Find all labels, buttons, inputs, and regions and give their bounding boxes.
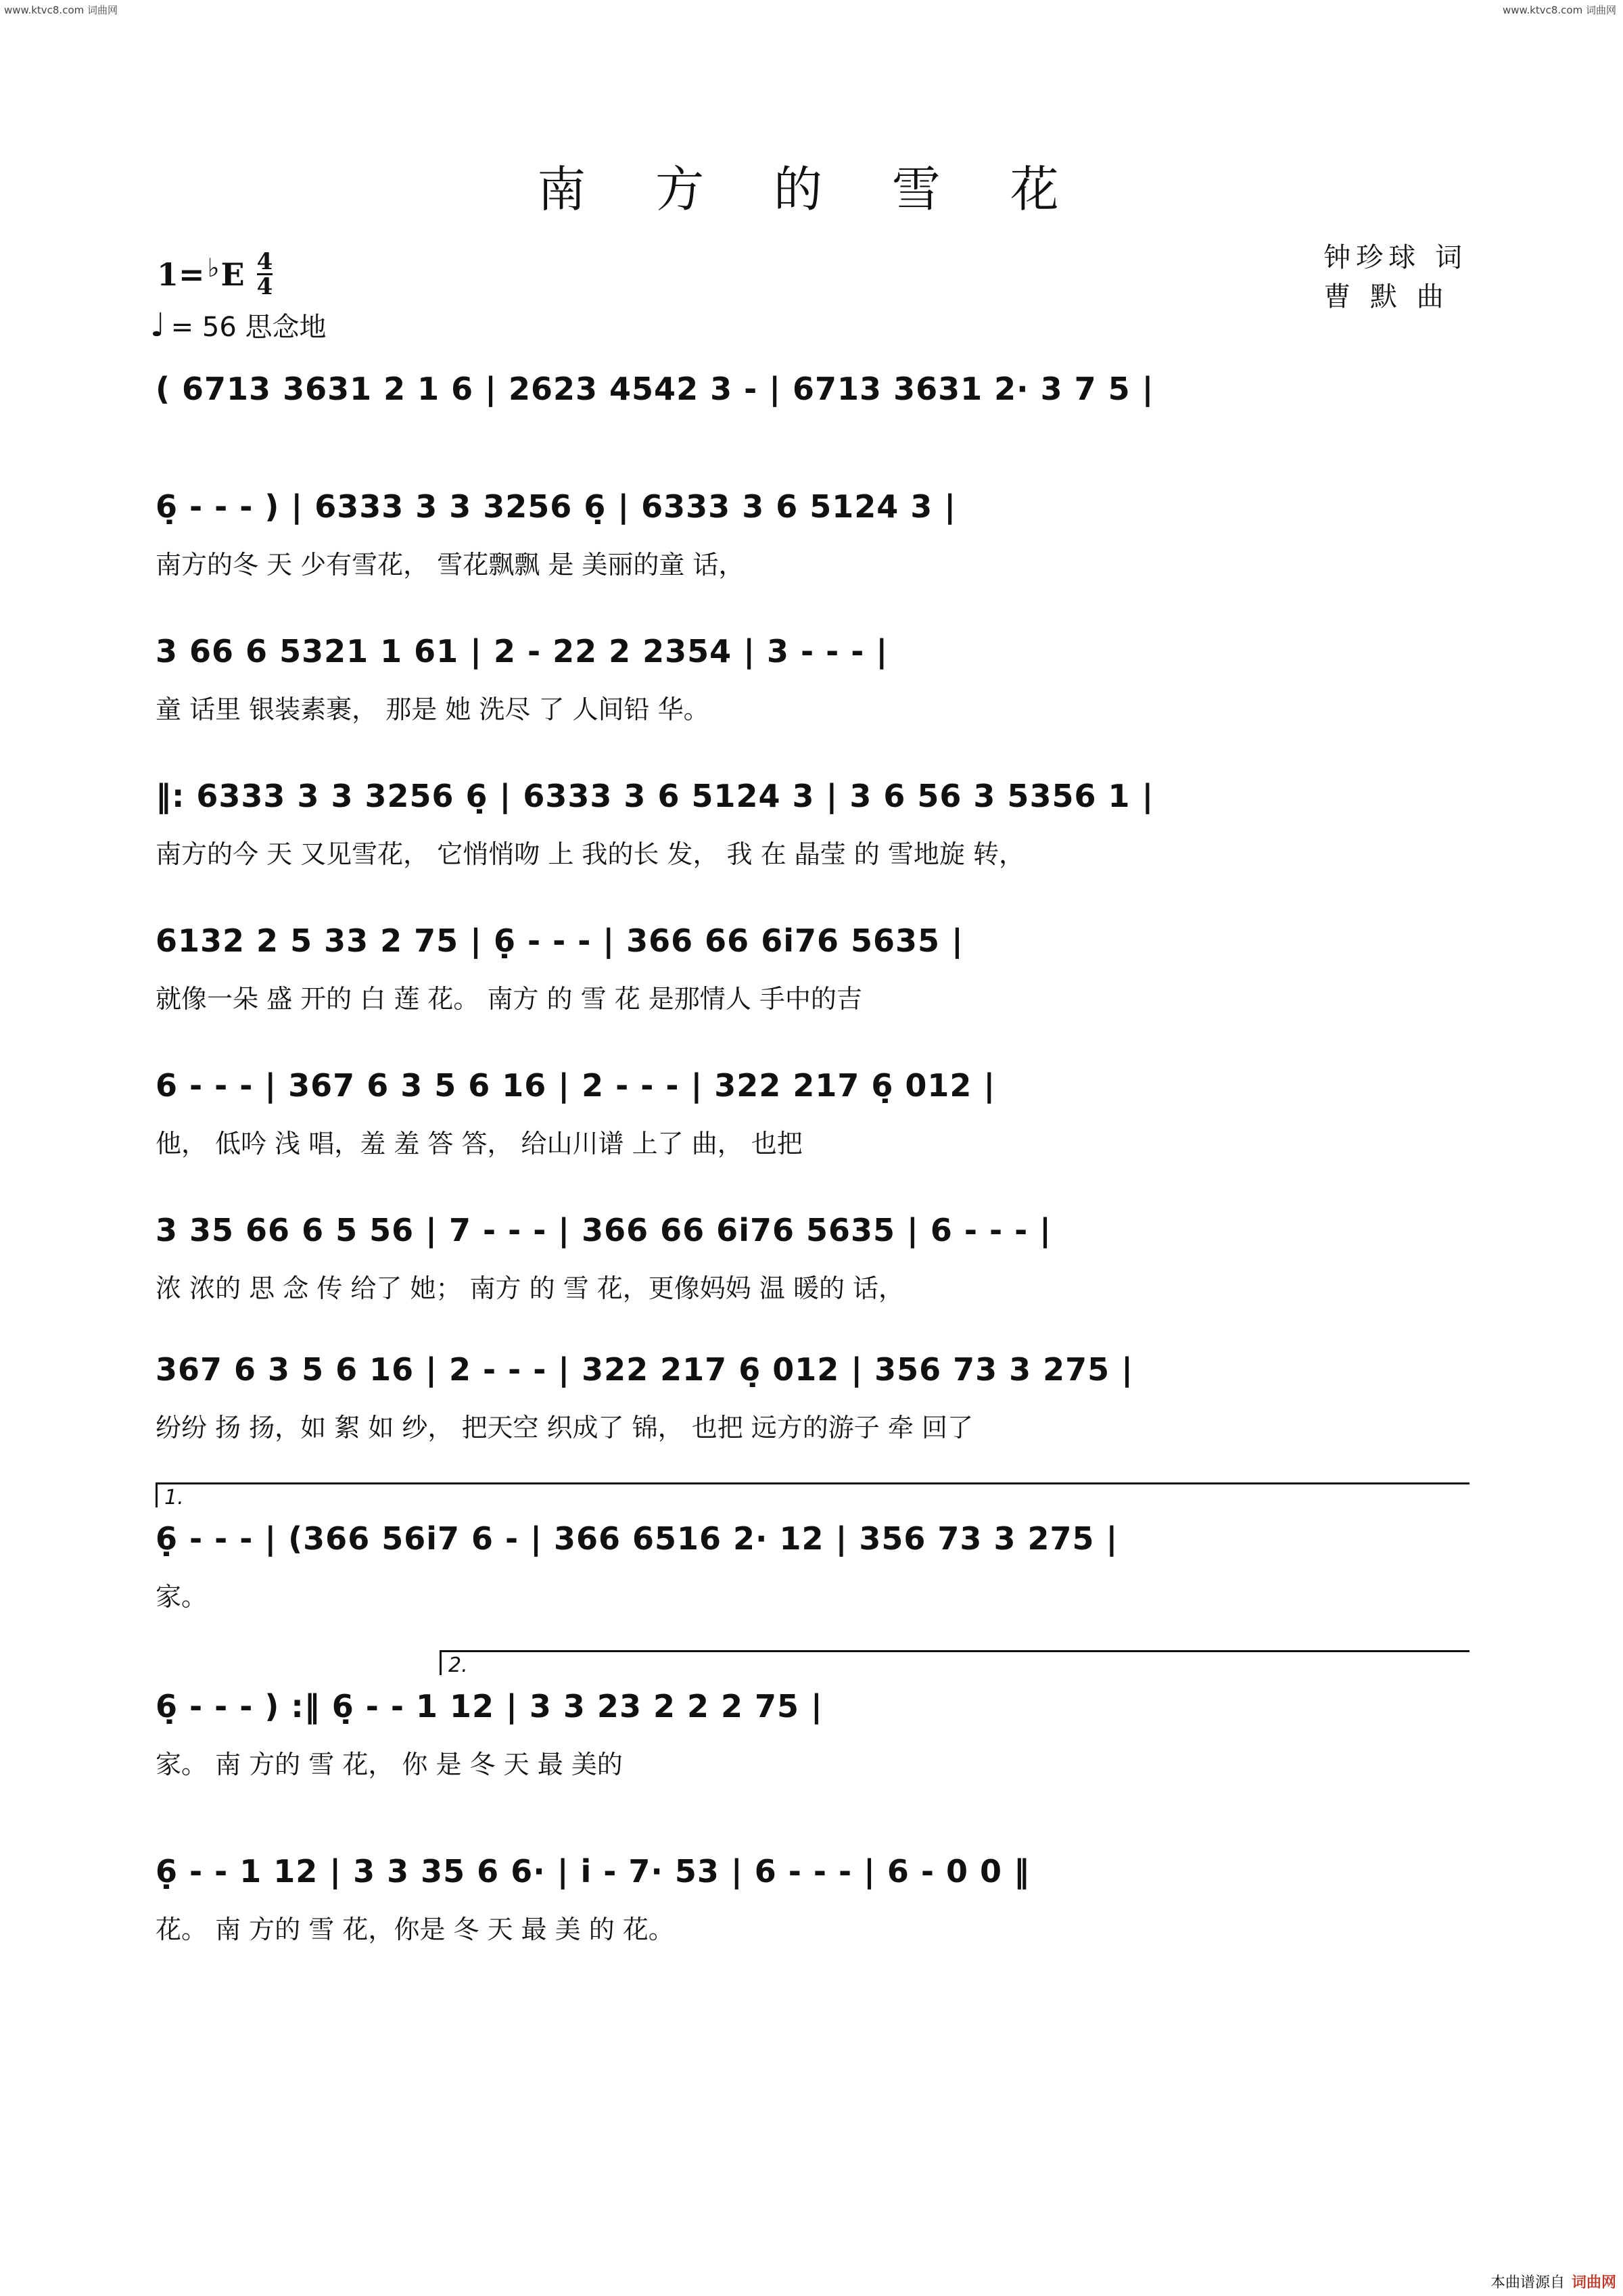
tempo-marking (150, 306, 326, 344)
lyric-line: 就像一朵 盛 开的 白 莲 花。 南方 的 雪 花 是那情人 手中的吉 (156, 984, 862, 1014)
score-system-6 (0, 1067, 1623, 1216)
time-signature (257, 250, 273, 298)
quarter-note-icon: ♩ (150, 306, 166, 344)
score-system-11 (0, 1853, 1623, 2002)
tempo-text: = 56 思念地 (170, 312, 327, 343)
score-system-3 (0, 633, 1623, 782)
score-system-10 (0, 1688, 1623, 1837)
music-line: 6132 2 5 33 2 75 | 6̣ - - - | 366 66 6i76 5635 | (156, 922, 964, 959)
footer-site-logo: 词曲网 (1571, 2274, 1616, 2291)
key-note: E (220, 256, 245, 293)
music-line: 3 66 6 5321 1 61 | 2 - 22 2 2354 | 3 - - - | (156, 633, 889, 670)
music-line: 3 35 66 6 5 56 | 7 - - - | 366 66 6i76 5635 | 6 - - - | (156, 1212, 1052, 1248)
key-prefix: 1= (157, 256, 205, 293)
music-line: 6̣ - - 1 12 | 3 3 35 6 6· | i - 7· 53 | 6 - - - | 6 - 0 0 ‖ (156, 1853, 1031, 1890)
time-bottom: 4 (256, 273, 273, 300)
lyric-line: 南方的今 天 又见雪花， 它悄悄吻 上 我的长 发， 我 在 晶莹 的 雪地旋 转， (156, 839, 1025, 869)
credits (1323, 238, 1467, 317)
song-title: 南 方 的 雪 花 (537, 161, 1086, 218)
music-line: ( 6713 3631 2 1 6 | 2623 4542 3 - | 6713 3631 2· 3 7 5 | (156, 371, 1154, 407)
first-ending-label: 1. (164, 1486, 184, 1509)
composer-credit: 曹 默 曲 (1323, 281, 1449, 312)
lyric-line: 他， 低吟 浅 唱，羞 羞 答 答， 给山川谱 上了 曲， 也把 (156, 1129, 803, 1158)
lyric-line: 纷纷 扬 扬，如 絮 如 纱， 把天空 织成了 锦， 也把 远方的游子 牵 回了 (156, 1413, 973, 1443)
lyricist-credit: 钟珍球 词 (1323, 242, 1467, 273)
footer-source-text: 本曲谱源自 (1490, 2274, 1565, 2291)
top-left-watermark: www.ktvc8.com 词曲网 (4, 4, 118, 16)
first-ending-bracket (156, 1482, 1469, 1507)
lyric-line (156, 426, 1467, 467)
key-signature (157, 250, 273, 298)
top-right-watermark: www.ktvc8.com 词曲网 (1502, 4, 1616, 16)
lyric-line: 花。 南 方的 雪 花，你是 冬 天 最 美 的 花。 (156, 1915, 674, 1944)
score-system-7 (0, 1212, 1623, 1361)
flat-icon: ♭ (207, 252, 220, 283)
score-system-9 (0, 1520, 1623, 1669)
second-ending-label: 2. (448, 1654, 468, 1677)
music-line: ‖: 6333 3 3 3256 6̣ | 6333 3 6 5124 3 | 3 6 56 3 5356 1 | (156, 778, 1154, 814)
lyric-line: 南方的冬 天 少有雪花， 雪花飘飘 是 美丽的童 话， (156, 550, 745, 580)
score-system-8 (0, 1351, 1623, 1500)
lyric-line: 家。 (156, 1582, 208, 1612)
music-line: 6 - - - | 367 6 3 5 6 16 | 2 - - - | 322 217 6̣ 012 | (156, 1067, 996, 1104)
time-top: 4 (256, 248, 273, 275)
lyric-line: 家。 南 方的 雪 花， 你 是 冬 天 最 美的 (156, 1750, 623, 1779)
music-line: 367 6 3 5 6 16 | 2 - - - | 322 217 6̣ 012 | 356 73 3 275 | (156, 1351, 1133, 1388)
music-line: 6̣ - - - ) :‖ 6̣ - - 1 12 | 3 3 23 2 2 2 75 | (156, 1688, 823, 1725)
score-system-4 (0, 778, 1623, 927)
score-system-2 (0, 488, 1623, 637)
lyric-line: 浓 浓的 思 念 传 给了 她； 南方 的 雪 花，更像妈妈 温 暖的 话， (156, 1273, 905, 1303)
score-system-5 (0, 922, 1623, 1071)
music-line: 6̣ - - - | (366 56i7 6 - | 366 6516 2· 12 | 356 73 3 275 | (156, 1520, 1119, 1557)
lyric-line: 童 话里 银装素裹， 那是 她 洗尽 了 人间铅 华。 (156, 695, 709, 724)
music-line: 6̣ - - - ) | 6333 3 3 3256 6̣ | 6333 3 6 5124 3 | (156, 488, 957, 525)
second-ending-bracket (440, 1650, 1469, 1675)
